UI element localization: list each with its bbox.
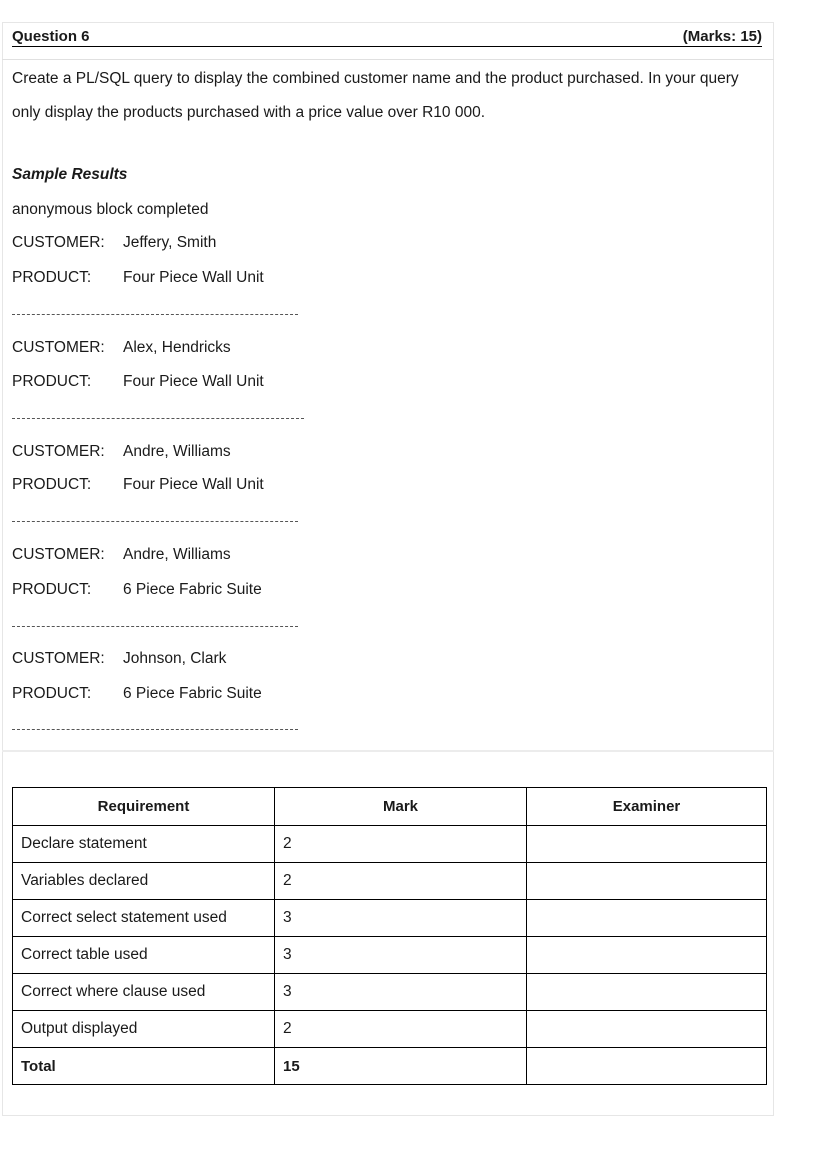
product-value: 6 Piece Fabric Suite	[123, 581, 262, 598]
mark-cell: 3	[275, 937, 527, 974]
table-row	[13, 900, 767, 937]
sample-status: anonymous block completed	[12, 201, 209, 218]
separator-line	[12, 418, 304, 419]
table-row	[13, 826, 767, 863]
product-label: PRODUCT:	[12, 581, 92, 598]
sample-customer-line	[12, 234, 216, 252]
sample-results-heading: Sample Results	[12, 166, 128, 183]
total-row	[13, 1048, 767, 1085]
rubric-header-row	[13, 788, 767, 826]
examiner-cell	[527, 863, 767, 900]
question-title: Question 6	[12, 28, 90, 45]
requirement-cell: Correct select statement used	[13, 900, 275, 937]
product-label: PRODUCT:	[12, 373, 92, 390]
requirement-cell: Variables declared	[13, 863, 275, 900]
sample-product-line	[12, 476, 264, 494]
examiner-cell	[527, 937, 767, 974]
mark-cell: 2	[275, 863, 527, 900]
requirement-cell: Correct table used	[13, 937, 275, 974]
customer-value: Jeffery, Smith	[123, 234, 217, 251]
table-row	[13, 937, 767, 974]
total-mark: 15	[275, 1048, 527, 1085]
table-row	[13, 1011, 767, 1048]
sample-product-line	[12, 581, 262, 599]
customer-value: Andre, Williams	[123, 443, 231, 460]
requirement-cell: Declare statement	[13, 826, 275, 863]
sample-product-line	[12, 685, 262, 703]
customer-label: CUSTOMER:	[12, 339, 105, 356]
examiner-cell	[527, 826, 767, 863]
header-requirement: Requirement	[13, 788, 275, 826]
separator-line	[12, 521, 298, 522]
total-label: Total	[13, 1048, 275, 1085]
product-label: PRODUCT:	[12, 476, 92, 493]
product-value: Four Piece Wall Unit	[123, 476, 264, 493]
sample-customer-line	[12, 546, 231, 564]
product-value: 6 Piece Fabric Suite	[123, 685, 262, 702]
title-box-rule	[2, 59, 774, 60]
sample-customer-line	[12, 339, 231, 357]
customer-label: CUSTOMER:	[12, 443, 105, 460]
customer-label: CUSTOMER:	[12, 650, 105, 667]
total-examiner	[527, 1048, 767, 1085]
mark-cell: 3	[275, 900, 527, 937]
sample-customer-line	[12, 650, 226, 668]
separator-line	[12, 314, 298, 315]
section-divider	[2, 750, 774, 752]
requirement-cell: Output displayed	[13, 1011, 275, 1048]
customer-label: CUSTOMER:	[12, 234, 105, 251]
header-examiner: Examiner	[527, 788, 767, 826]
table-row	[13, 863, 767, 900]
mark-cell: 2	[275, 1011, 527, 1048]
question-marks: (Marks: 15)	[682, 28, 762, 45]
question-prompt: Create a PL/SQL query to display the combined customer name and the product purchased. In your query only display the products purchased with a price value over R10 000.	[12, 70, 739, 121]
header-mark: Mark	[275, 788, 527, 826]
product-value: Four Piece Wall Unit	[123, 373, 264, 390]
sample-product-line	[12, 373, 264, 391]
product-label: PRODUCT:	[12, 685, 92, 702]
product-value: Four Piece Wall Unit	[123, 269, 264, 286]
title-underline	[12, 46, 762, 47]
table-row	[13, 974, 767, 1011]
examiner-cell	[527, 1011, 767, 1048]
separator-line	[12, 626, 298, 627]
customer-label: CUSTOMER:	[12, 546, 105, 563]
examiner-cell	[527, 974, 767, 1011]
customer-value: Alex, Hendricks	[123, 339, 231, 356]
mark-cell: 2	[275, 826, 527, 863]
customer-value: Andre, Williams	[123, 546, 231, 563]
marking-rubric-table	[12, 787, 767, 1085]
examiner-cell	[527, 900, 767, 937]
product-label: PRODUCT:	[12, 269, 92, 286]
sample-customer-line	[12, 443, 231, 461]
mark-cell: 3	[275, 974, 527, 1011]
sample-product-line	[12, 269, 264, 287]
requirement-cell: Correct where clause used	[13, 974, 275, 1011]
separator-line	[12, 729, 298, 730]
customer-value: Johnson, Clark	[123, 650, 227, 667]
